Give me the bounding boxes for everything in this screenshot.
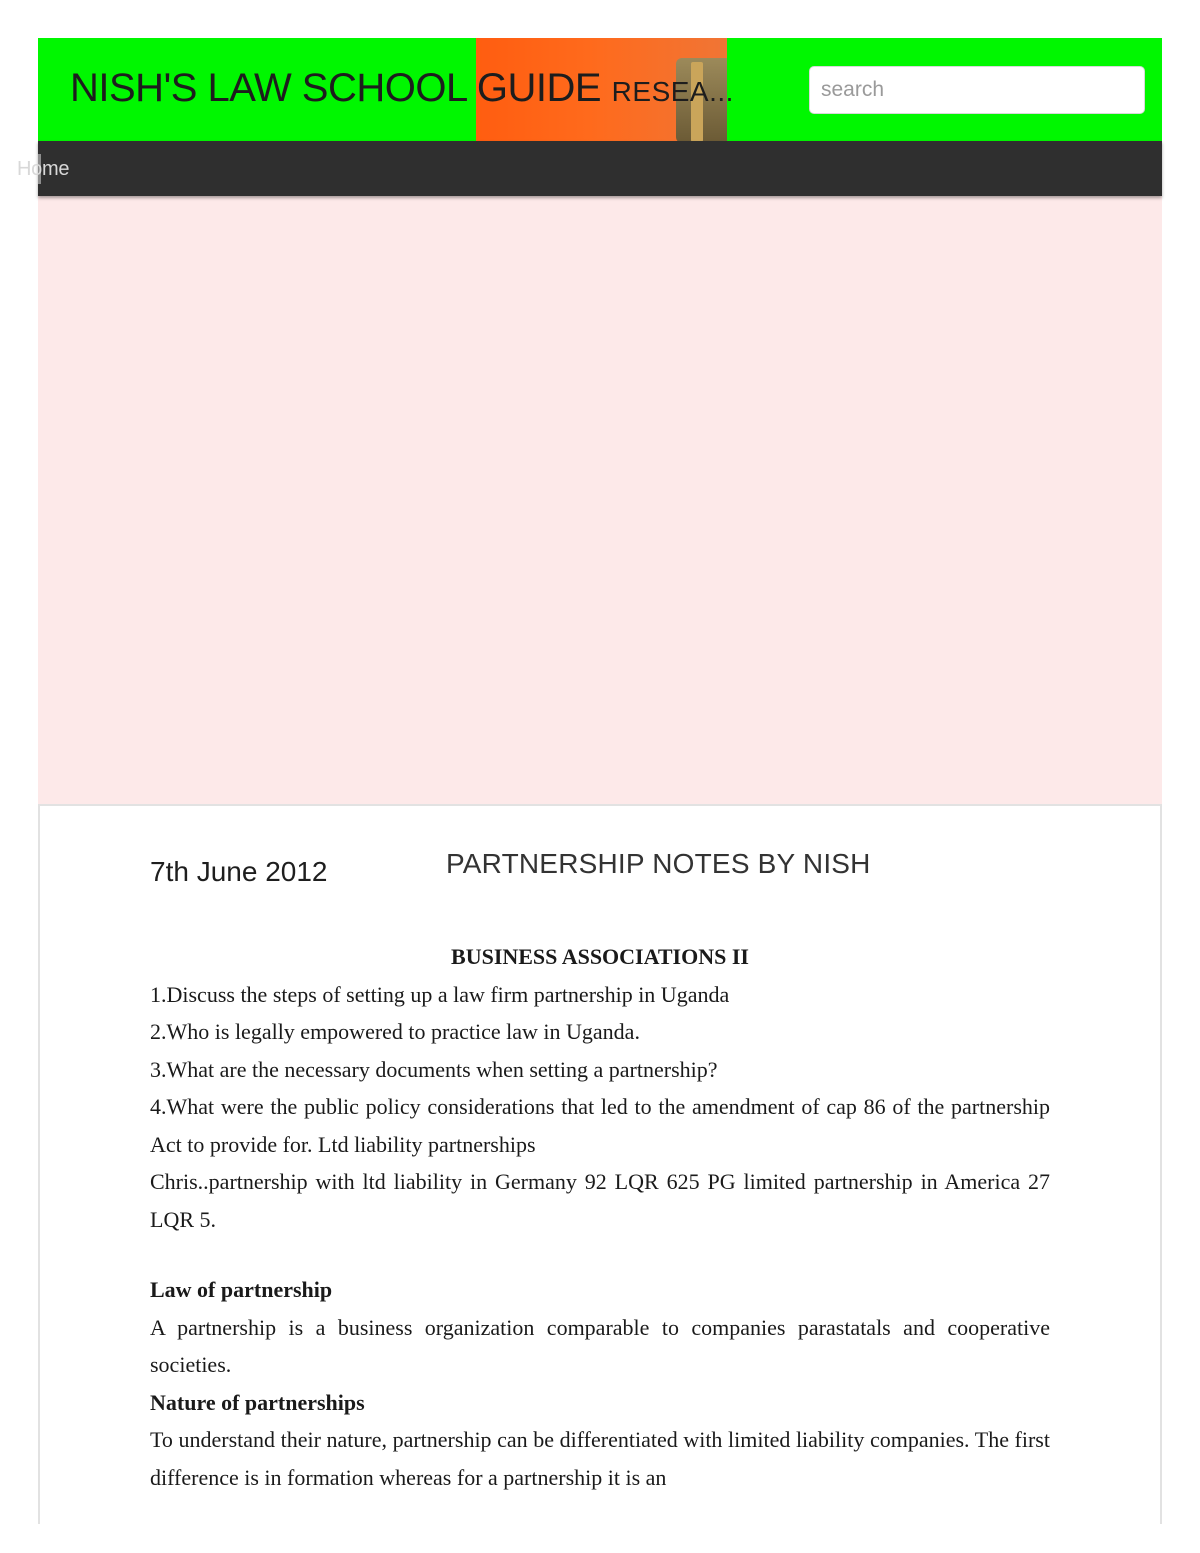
paragraph-gap [150, 1238, 1050, 1271]
navigation-bar [38, 141, 1162, 196]
section-heading-nature: Nature of partnerships [150, 1389, 365, 1415]
section-text-nature: To understand their nature, partnership can be differentiated with limited liability companies. The first difference is in formation whereas for a partnership it is an [150, 1427, 1050, 1490]
post-date: 7th June 2012 [150, 856, 328, 887]
search-input[interactable] [809, 66, 1145, 114]
post-heading: BUSINESS ASSOCIATIONS II [451, 944, 749, 969]
reference-text: Chris..partnership with ltd liability in Germany 92 LQR 625 PG limited partnership in America 27 LQR 5. [150, 1169, 1050, 1232]
post-body [150, 938, 1050, 1496]
nav-item-home[interactable]: Home [17, 158, 70, 180]
question-item: 2.Who is legally empowered to practice law in Uganda. [150, 1019, 640, 1044]
question-item: 3.What are the necessary documents when setting a partnership? [150, 1056, 718, 1082]
section-text-law: A partnership is a business organization comparable to companies parastatals and cooperative societies. [150, 1314, 1050, 1377]
section-heading-law: Law of partnership [150, 1277, 333, 1302]
site-subtitle: RESEA... [611, 76, 734, 107]
question-item: 1.Discuss the steps of setting up a law firm partnership in Uganda [150, 981, 730, 1007]
site-title[interactable] [70, 66, 790, 122]
post-title[interactable]: PARTNERSHIP NOTES BY NISH [446, 848, 871, 879]
hero-banner [38, 196, 1162, 804]
question-item: 4.What were the public policy considerations that led to the amendment of cap 86 of the partnership Act to provide for. Ltd liability partnerships [150, 1094, 1050, 1157]
site-title-text[interactable]: NISH'S LAW SCHOOL GUIDE [70, 66, 602, 110]
